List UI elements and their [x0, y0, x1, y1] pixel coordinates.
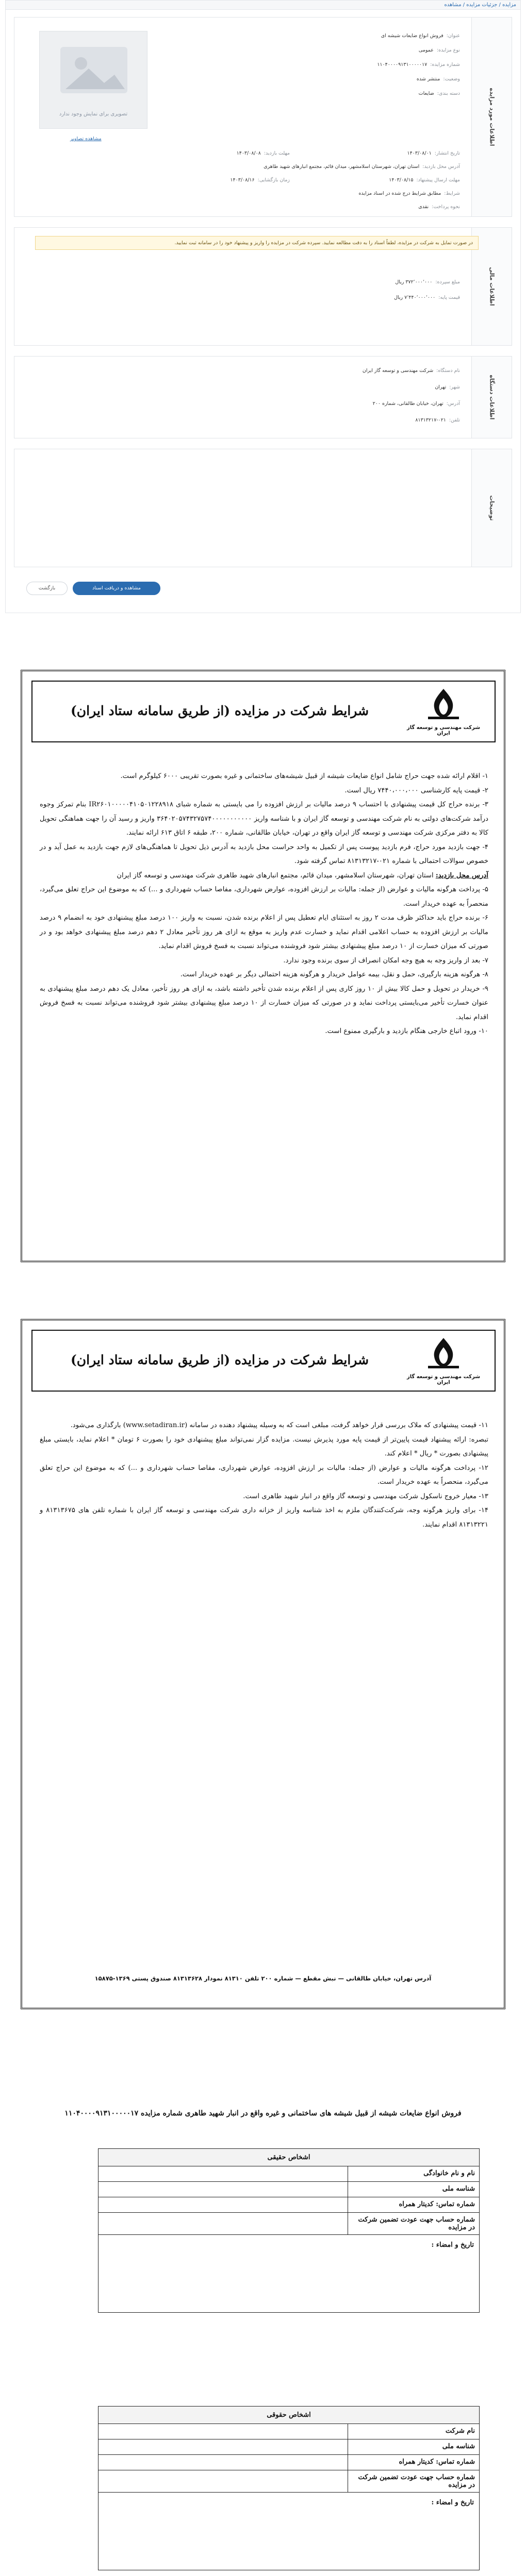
table-row: شناسه ملی — [98, 2439, 479, 2455]
form-input-cell[interactable] — [98, 2166, 348, 2181]
section-title: اطلاعات مالی — [488, 267, 495, 306]
info-field-status: وضعیت:منتشر شده — [416, 76, 460, 82]
info-field-number: شماره مزایده:۱۱۰۴۰۰۰۰۹۱۳۱۰۰۰۰۰۱۷ — [377, 62, 460, 67]
conditions-body-2 — [40, 1418, 488, 1532]
conditions-title: شرایط شرکت در مزایده (از طریق سامانه ستاد ایران) — [70, 1352, 369, 1367]
visit-address-text: استان تهران، شهرستان اسلامشهر، میدان قائم، مجتمع انبارهای شهید طاهری شرکت مهندسی و توسعه گاز ایران — [117, 871, 434, 879]
section-title: اطلاعات دستگاه — [488, 375, 495, 420]
form-input-cell[interactable] — [98, 2455, 348, 2470]
bidder-form-page — [21, 2066, 505, 2576]
table-caption: اشخاص حقوقی — [98, 2406, 479, 2424]
financial-section — [14, 227, 512, 346]
section-sidebar — [471, 357, 512, 438]
form-input-cell[interactable] — [98, 2197, 348, 2212]
condition-item: ۱۱- قیمت پیشنهادی که ملاک بررسی قرار خواهد گرفت، مبلغی است که به وسیله پیشنهاد دهنده در سامانه (www.setadiran.ir) بارگذاری می‌شود. — [70, 1421, 488, 1429]
header-box — [31, 1330, 496, 1392]
form-input-cell[interactable] — [98, 2213, 348, 2234]
financial-base-price: قیمت پایه:۷٬۴۴۰٬۰۰۰٬۰۰۰ ریال — [394, 295, 460, 300]
gas-flame-logo-icon — [423, 1336, 464, 1370]
detail-payment: نحوه پرداخت:نقدی — [418, 204, 460, 210]
breadcrumb[interactable]: مزایده / جزئیات مزایده / مشاهده — [6, 1, 520, 10]
table-row: نام و نام خانوادگی — [98, 2166, 479, 2182]
agency-city: شهر:تهران — [435, 384, 460, 390]
signature-area: تاریخ و امضاء : — [431, 2499, 474, 2506]
back-button[interactable]: بازگشت — [26, 582, 68, 595]
form-input-cell[interactable] — [98, 2470, 348, 2492]
condition-item: ۴- جهت بازدید مورد حراج، فرم بازدید پیوست پس از تکمیل به واحد حراست محل بازدید به آدرس ذیل تحویل تا هماهنگی‌های لازم جهت بازدید به عمل آید و در خصوص سوالات احتمالی با شماره ۰۲۱-۸۱۳۱۳۲۱۷ تماس گرفته شود. — [40, 843, 488, 865]
view-images-link[interactable]: مشاهده تصاویر — [70, 136, 102, 142]
visit-address-line — [40, 869, 488, 883]
table-row: شماره حساب جهت عودت تضمین شرکت در مزایده — [98, 2213, 479, 2235]
section-sidebar — [471, 449, 512, 567]
form-input-cell[interactable] — [98, 2439, 348, 2454]
auction-info-section — [14, 17, 512, 217]
condition-item: ۲- قیمت پایه کارشناسی ۷۴۴۰،۰۰۰،۰۰۰ ریال است. — [344, 786, 488, 794]
notice-box: در صورت تمایل به شرکت در مزایده، لطفاً اسناد را به دقت مطالعه نمایید. سپرده شرکت در مزایده را واریز و پیشنهاد خود را در سامانه ثبت نمایید. — [35, 236, 479, 250]
detail-offer-deadline: مهلت ارسال پیشنهاد:۱۴۰۳/۰۸/۱۵ — [389, 177, 460, 183]
section-sidebar — [471, 18, 512, 216]
conditions-title: شرایط شرکت در مزایده (از طریق سامانه ستاد ایران) — [70, 703, 369, 718]
condition-item: ۳- برنده حراج کل قیمت پیشنهادی با احتساب ۹ درصد مالیات بر ارزش افزوده را می بایستی به شماره شبای IR۲۶۰۱۰۰۰۰۰۴۱۰۵۰۱۲۲۸۹۱۸ بنام تمرکز وجوه درآمد شرکت‌های دولتی به نام شرکت مهندسی و توسعه گاز ایران و با شناسه واریز ۳۶۴۰۲۰۵۷۴۳۲۷۵۷۴۰۰۰۰۰۰۰۰۰۰۰ واریز و رسید آن را جهت هماهنگی تحویل کالا به دفتر مرکزی شرکت مهندسی و توسعه گاز ایران واقع در تهران، خیابان طالقانی، شماره ۲۰۰، طبقه ۶ اتاق ۶۱۳ ارائه نمایند. — [40, 801, 488, 837]
detail-publish-date: تاریخ انتشار:۱۴۰۳/۰۸/۰۱ — [407, 150, 460, 156]
image-placeholder-icon — [40, 31, 148, 109]
financial-deposit: مبلغ سپرده:۳۷۲٬۰۰۰٬۰۰۰ ریال — [395, 279, 460, 285]
company-logo — [400, 1336, 487, 1387]
image-placeholder — [39, 31, 147, 129]
section-title: اطلاعات مورد مزایده — [488, 88, 495, 146]
detail-conditions: شرایط:مطابق شرایط درج شده در اسناد مزایده — [358, 191, 460, 196]
table-row: شماره تماس: کدیتار همراه — [98, 2197, 479, 2213]
condition-item: ۹- خریدار در تحویل و حمل کالا بیش از ۱۰ روز کاری پس از اعلام برنده شدن تأخیر داشته باشد، به ازای هر روز تأخیر، معادل یک دهم درصد مبلغ پیشنهادی به عنوان خسارت تأخیر می‌بایستی پرداخت نماید و در صورتی که میزان خسارت از ۱۰ درصد مبلغ پیشنهادی بیشتر شود فروشنده می‌تواند نسبت به فسخ فروش اقدام نماید. — [40, 985, 489, 1021]
no-image-text: تصویری برای نمایش وجود ندارد — [59, 111, 128, 117]
agency-name: نام دستگاه:شرکت مهندسی و توسعه گاز ایران — [362, 368, 460, 374]
form-input-cell[interactable] — [98, 2182, 348, 2197]
info-field-type: نوع مزایده:عمومی — [418, 47, 460, 53]
notes-section — [14, 449, 512, 567]
agency-address: آدرس:تهران، خیابان طالقانی، شماره ۲۰۰ — [372, 401, 460, 406]
condition-item: ۵- پرداخت هرگونه مالیات و عوارض (از جمله: مالیات بر ارزش افزوده، عوارض شهرداری، مفاصا حساب شهرداری و ...) که به موضوع این حراج تعلق می‌گیرد، منحصراً به عهده خریدار است. — [40, 886, 488, 908]
detail-opening-time: زمان بازگشایی:۱۴۰۳/۰۸/۱۶ — [230, 177, 290, 183]
section-title: توضیحات — [488, 495, 495, 521]
condition-item: ۶- برنده حراج باید حداکثر ظرف مدت ۲ روز به استثنای ایام تعطیل پس از اعلام برنده شدن، نسبت به واریز ۱۰۰ درصد مبلغ پیشنهادی خود به انضمام ۹ درصد مالیات بر ارزش افزوده به حساب اعلامی اقدام نماید و خسارت عدم واریز به موقع به ازای هر روز تأخیر معادل ۲ دهم درصد مبلغ پیشنهادی خواهد بود و در صورتی که میزان خسارت از ۱۰ درصد مبلغ پیشنهادی بیشتر شود فروشنده می‌تواند نسبت به فسخ فروش اقدام نماید. — [40, 914, 488, 950]
condition-item: ۱- اقلام ارائه شده جهت حراج شامل انواع ضایعات شیشه از قبیل شیشه‌های ساختمانی و غیره بصورت تقریبی ۶۰۰۰ کیلوگرم است. — [120, 772, 488, 780]
header-box — [31, 681, 496, 742]
download-documents-button[interactable]: مشاهده و دریافت اسناد — [73, 582, 160, 595]
conditions-page-2 — [21, 1319, 505, 2009]
form-input-cell[interactable] — [98, 2424, 348, 2439]
table-row: شماره حساب جهت عودت تضمین شرکت در مزایده — [98, 2470, 479, 2493]
page-footer-address: آدرس تهران، خیابان طالقانی — نبش مقطع — شماره ۲۰۰ تلفن ۸۱۳۱۰ نمودار ۸۱۳۱۳۶۲۸ صندوق پستی ۱۳۶۹-۱۵۸۷۵ — [94, 1975, 432, 1982]
condition-item: ۱۰- ورود اتباع خارجی هنگام بازدید و بارگیری ممنوع است. — [325, 1027, 488, 1035]
condition-item: ۸- هرگونه هزینه بارگیری، حمل و نقل، بیمه عوامل خریدار و هرگونه هزینه احتمالی دیگر بر عهده خریدار است. — [180, 971, 488, 978]
detail-visit-address: آدرس محل بازدید:استان تهران، شهرستان اسلامشهر، میدان قائم، مجتمع انبارهای شهید طاهری — [264, 164, 460, 170]
detail-visit-deadline: مهلت بازدید:۱۴۰۳/۰۸/۰۸ — [236, 150, 290, 156]
company-logo — [400, 687, 487, 738]
condition-item: ۱۳- معیار خروج ناسکول شرکت مهندسی و توسعه گاز واقع در انبار شهید طاهری است. — [243, 1492, 488, 1500]
signature-area: تاریخ و امضاء : — [431, 2241, 474, 2249]
visit-address-label: آدرس محل بازدید: — [435, 871, 488, 879]
company-name: شرکت مهندسی و توسعه گاز ایران — [406, 725, 481, 736]
auction-portal-page — [5, 0, 521, 613]
condition-item: ۷- بعد از واریز وجه به هیچ وجه امکان انصراف از سوی برنده وجود ندارد. — [283, 956, 488, 964]
real-persons-table — [98, 2148, 480, 2313]
table-row: نام شرکت — [98, 2424, 479, 2439]
company-name: شرکت مهندسی و توسعه گاز ایران — [406, 1374, 481, 1385]
gas-flame-logo-icon — [423, 687, 464, 721]
info-field-category: دسته بندی:ضایعات — [418, 91, 460, 96]
conditions-body-1 — [40, 769, 488, 1039]
table-row: شماره تماس: کدیتار همراه — [98, 2455, 479, 2470]
condition-item: ۱۴- برای واریز هرگونه وجه، شرکت‌کنندگان ملزم به اخذ شناسه واریز از خزانه داری شرکت مهندسی و توسعه گاز ایران با شماره تلفن های ۸۱۳۱۳۶۷۵ و ۸۱۳۱۳۲۲۱ اقدام نمایند. — [40, 1506, 488, 1529]
condition-note: تبصره: ارائه پیشنهاد قیمت پایین‌تر از قیمت پایه مورد پذیرش نیست. مزایده گزار نمی‌تواند مبلغ پیشنهادی خود را بصورت ۶ تومان * اعلام نماید، بایستی مبلغ پیشنهادی بصورت * ریال * اعلام کند. — [40, 1435, 488, 1458]
table-row: شناسه ملی — [98, 2182, 479, 2197]
agency-phone: تلفن:۰۲۱-۸۱۳۱۳۲۱۷ — [415, 417, 460, 423]
legal-persons-table — [98, 2406, 480, 2570]
table-caption: اشخاص حقیقی — [98, 2149, 479, 2166]
agency-section — [14, 356, 512, 438]
form-title: فروش انواع ضایعات شیشه از قبیل شیشه های ساختمانی و غیره واقع در انبار شهید طاهری شماره مزایده ۱۱۰۴۰۰۰۰۹۱۳۱۰۰۰۰۰۱۷ — [64, 2109, 462, 2117]
info-field-title: عنوان:فروش انواع ضایعات شیشه ای — [381, 33, 460, 39]
conditions-page-1 — [21, 670, 505, 1262]
condition-item: ۱۲- پرداخت هرگونه مالیات و عوارض (از جمله: مالیات بر ارزش افزوده، عوارض شهرداری، مفاصا حساب شهرداری و ...) که به موضوع این حراج تعلق می‌گیرد، منحصراً به عهده خریدار است. — [40, 1464, 488, 1486]
